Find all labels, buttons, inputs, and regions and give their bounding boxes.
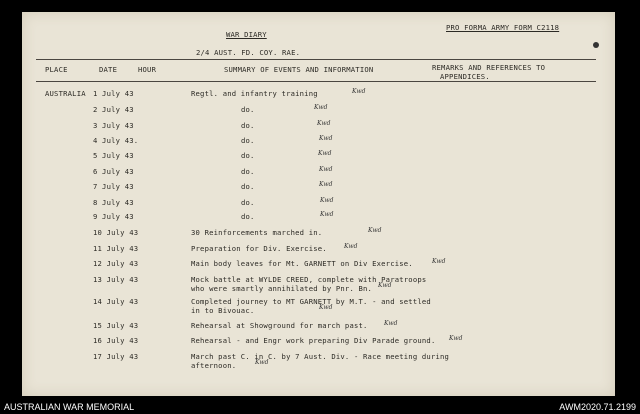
entry-text: 30 Reinforcements marched in. [191, 228, 323, 237]
handwritten-initials: Kwd [320, 197, 334, 204]
column-date: DATE [99, 65, 118, 74]
handwritten-initials: Kwd [318, 150, 332, 157]
handwritten-initials: Kwd [378, 282, 392, 289]
handwritten-initials: Kwd [449, 335, 463, 342]
entry-date: 15 July 43 [93, 321, 139, 330]
entry-text: who were smartly annihilated by Pnr. Bn. [191, 284, 373, 293]
entry-text: afternoon. [191, 361, 237, 370]
entry-date: 13 July 43 [93, 275, 139, 284]
column-place: PLACE [45, 65, 68, 74]
entry-date: 12 July 43 [93, 259, 139, 268]
entry-text: do. [241, 167, 255, 176]
handwritten-initials: Kwd [344, 243, 358, 250]
handwritten-initials: Kwd [319, 304, 333, 311]
column-hour: HOUR [138, 65, 157, 74]
entry-date: 16 July 43 [93, 336, 139, 345]
unit-name: 2/4 AUST. FD. COY. RAE. [196, 48, 301, 57]
entry-text: Regtl. and infantry training [191, 89, 318, 98]
handwritten-initials: Kwd [319, 181, 333, 188]
entry-text: Main body leaves for Mt. GARNETT on Div Exercise. [191, 259, 413, 268]
entry-date: 5 July 43 [93, 151, 134, 160]
archive-reference: AWM2020.71.2199 [559, 402, 636, 412]
handwritten-initials: Kwd [319, 166, 333, 173]
column-summary: SUMMARY OF EVENTS AND INFORMATION [224, 65, 374, 74]
handwritten-initials: Kwd [320, 211, 334, 218]
entry-text: in to Bivouac. [191, 306, 255, 315]
handwritten-initials: Kwd [384, 320, 398, 327]
handwritten-initials: Kwd [255, 359, 269, 366]
handwritten-initials: Kwd [432, 258, 446, 265]
archive-credit: AUSTRALIAN WAR MEMORIAL [4, 402, 135, 412]
entry-date: 9 July 43 [93, 212, 134, 221]
entry-date: 6 July 43 [93, 167, 134, 176]
entry-date: 1 July 43 [93, 89, 134, 98]
entry-text: do. [241, 151, 255, 160]
header-rule-top [36, 59, 596, 60]
entry-date: 10 July 43 [93, 228, 139, 237]
diary-title: WAR DIARY [226, 30, 267, 39]
entry-text: do. [241, 182, 255, 191]
handwritten-initials: Kwd [319, 135, 333, 142]
punch-hole [593, 42, 599, 48]
column-remarks-line1: REMARKS AND REFERENCES TO [432, 63, 546, 72]
handwritten-initials: Kwd [317, 120, 331, 127]
place-value: AUSTRALIA [45, 89, 86, 98]
entry-date: 17 July 43 [93, 352, 139, 361]
entry-date: 14 July 43 [93, 297, 139, 306]
entry-text: do. [241, 212, 255, 221]
column-remarks-line2: APPENDICES. [440, 72, 490, 81]
form-label: PRO FORMA ARMY FORM C2118 [446, 23, 560, 32]
handwritten-initials: Kwd [352, 88, 366, 95]
header-rule-bottom [36, 81, 596, 82]
entry-date: 7 July 43 [93, 182, 134, 191]
entry-text: Mock battle at WYLDE CREED, complete with Paratroops [191, 275, 427, 284]
entry-text: do. [241, 121, 255, 130]
handwritten-initials: Kwd [314, 104, 328, 111]
entry-text: do. [241, 105, 255, 114]
entry-text: do. [241, 198, 255, 207]
entry-text: Rehearsal at Showground for march past. [191, 321, 368, 330]
entry-date: 8 July 43 [93, 198, 134, 207]
entry-date: 2 July 43 [93, 105, 134, 114]
entry-date: 4 July 43. [93, 136, 139, 145]
diary-page [22, 12, 615, 396]
entry-text: Completed journey to MT GARNETT by M.T. - and settled [191, 297, 431, 306]
handwritten-initials: Kwd [368, 227, 382, 234]
entry-date: 3 July 43 [93, 121, 134, 130]
entry-text: March past C. in C. by 7 Aust. Div. - Race meeting during [191, 352, 450, 361]
entry-text: Rehearsal - and Engr work preparing Div Parade ground. [191, 336, 436, 345]
entry-date: 11 July 43 [93, 244, 139, 253]
entry-text: Preparation for Div. Exercise. [191, 244, 327, 253]
entry-text: do. [241, 136, 255, 145]
